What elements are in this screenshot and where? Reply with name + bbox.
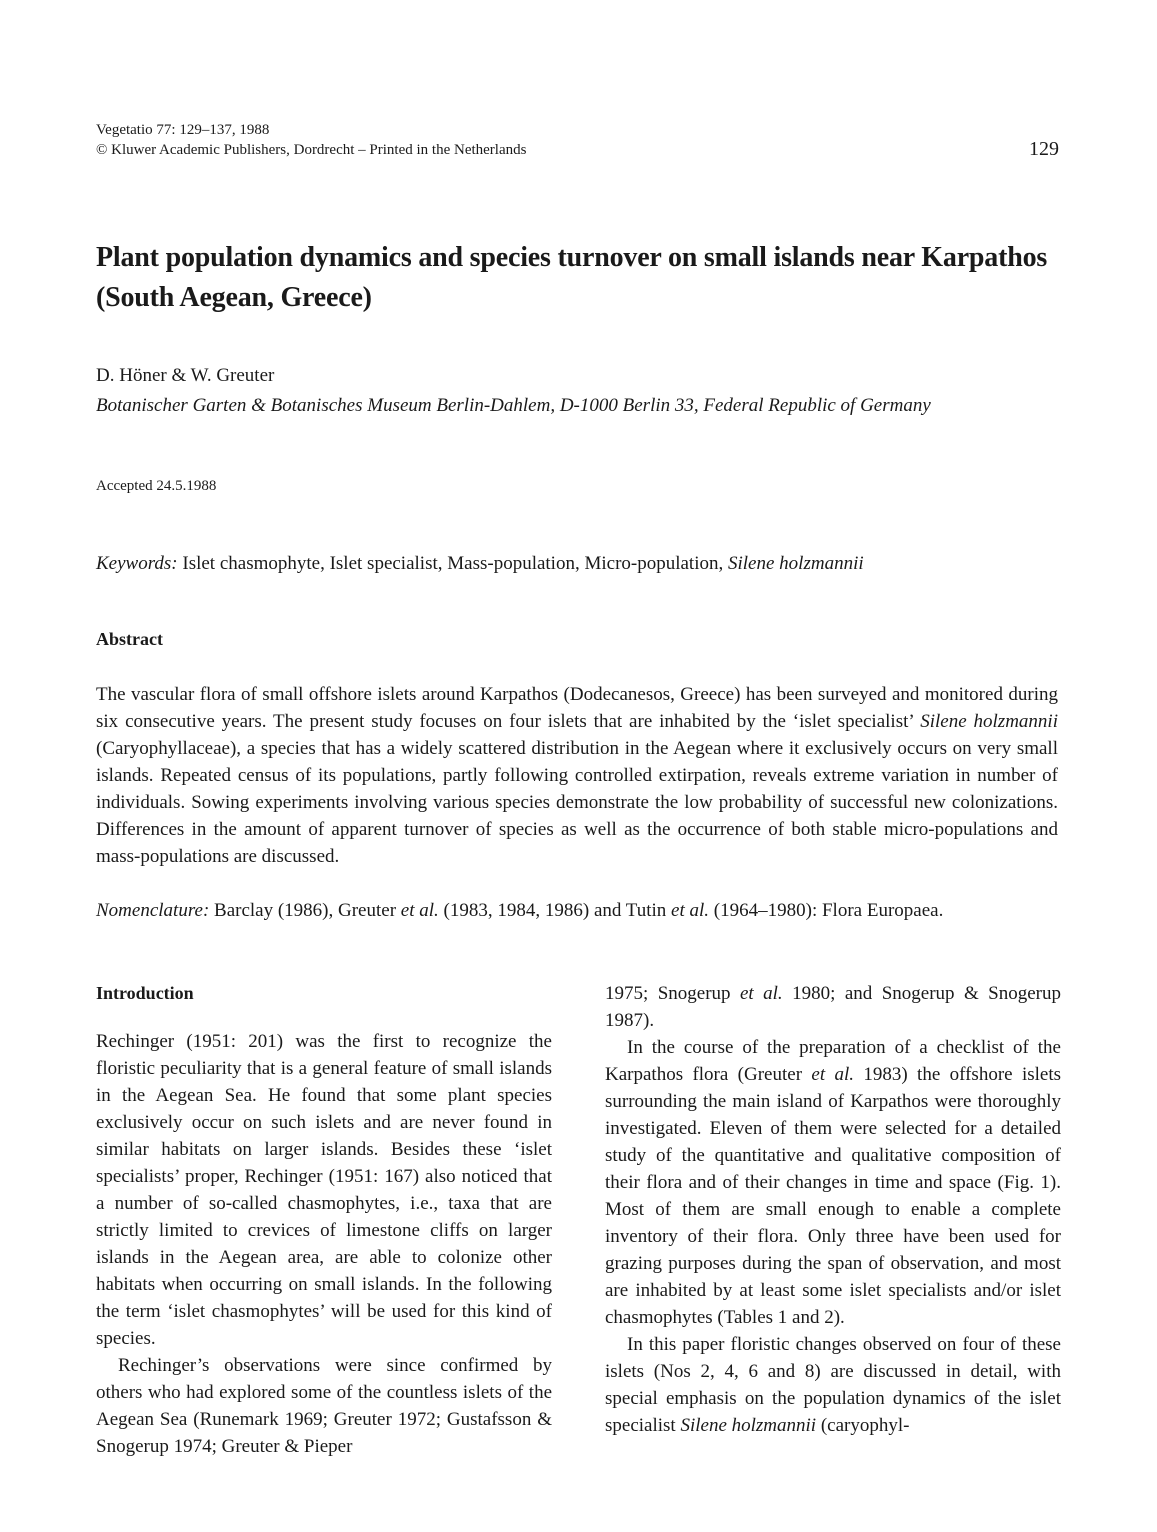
nomenclature bbox=[96, 900, 1066, 922]
paragraph-text: (caryophyl- bbox=[820, 1415, 910, 1436]
left-column bbox=[96, 980, 552, 1460]
keywords bbox=[96, 553, 864, 575]
introduction-heading: Introduction bbox=[96, 983, 194, 1003]
accepted-date: Accepted 24.5.1988 bbox=[96, 478, 217, 494]
paragraph-text: 1983) the offshore islets surrounding the main island of Karpathos were thoroughly investigated. Eleven of them were selected for a detailed study of the quantitative and qualitative composition of their flora and of their changes in time and space (Fig. 1). Most of them are small enough to enable a complete inventory of their flora. Only three have been used for grazing purposes during the span of observation, and most are inhabited by at least some islet specialists and/or islet chasmophytes (Tables 1 and 2). bbox=[605, 1064, 1061, 1328]
keywords-species: Silene holzmannii bbox=[728, 553, 864, 574]
paragraph-text: In the course of the preparation of a checklist of the Karpathos flora (Greuter bbox=[605, 1037, 1061, 1085]
intro-paragraph-4 bbox=[605, 1331, 1061, 1439]
paragraph-etal: et al. bbox=[739, 983, 783, 1004]
intro-paragraph-2: Rechinger’s observations were since confirmed by others who had explored some of the countless islets of the Aegean Sea (Runemark 1969; Greuter 1972; Gustafsson & Snogerup 1974; Greuter & Pieper bbox=[96, 1355, 552, 1457]
paper-title: Plant population dynamics and species turnover on small islands near Karpathos (South Aegean, Greece) bbox=[96, 242, 1048, 313]
journal-header bbox=[96, 120, 526, 160]
right-column bbox=[605, 980, 1061, 1439]
intro-paragraph-2-cont bbox=[605, 980, 1061, 1034]
authors: D. Höner & W. Greuter bbox=[96, 365, 275, 386]
paragraph-text: 1980; and Snogerup & Snogerup 1987). bbox=[605, 983, 1061, 1031]
citation-line: Vegetatio 77: 129–137, 1988 bbox=[96, 122, 270, 138]
intro-paragraph-3 bbox=[605, 1034, 1061, 1331]
nomenclature-etal: et al. bbox=[671, 900, 710, 921]
abstract-text-2: (Caryophyllaceae), a species that has a widely scattered distribution in the Aegean where it exclusively occurs on very small islands. Repeated census of its populations, partly following controlled extirpation, reveals extreme variation in number of individuals. Sowing experiments involving various species demonstrate the low probability of successful new colonizations. Differences in the amount of apparent turnover of species as well as the occurrence of both stable micro-populations and mass-populations are discussed. bbox=[96, 738, 1058, 867]
nomenclature-text: Barclay (1986), Greuter bbox=[214, 900, 397, 921]
nomenclature-text: (1964–1980): Flora Europaea. bbox=[713, 900, 944, 921]
nomenclature-etal: et al. bbox=[400, 900, 439, 921]
abstract-body bbox=[96, 681, 1058, 870]
paragraph-text: In this paper floristic changes observed on four of these islets (Nos 2, 4, 6 and 8) are discussed in detail, with special emphasis on the population dynamics of the islet specialist bbox=[605, 1334, 1061, 1436]
abstract-text-1: The vascular flora of small offshore islets around Karpathos (Dodecanesos, Greece) has been surveyed and monitored during six consecutive years. The present study focuses on four islets that are inhabited by the ‘islet specialist’ bbox=[96, 684, 1058, 732]
keywords-text: Islet chasmophyte, Islet specialist, Mass-population, Micro-population, bbox=[182, 553, 724, 574]
paragraph-text: 1975; Snogerup bbox=[605, 983, 731, 1004]
page-number: 129 bbox=[1029, 138, 1059, 160]
nomenclature-label: Nomenclature: bbox=[96, 900, 210, 921]
paragraph-species: Silene holzmannii bbox=[680, 1415, 817, 1436]
abstract-heading: Abstract bbox=[96, 629, 163, 649]
abstract-species: Silene holzmannii bbox=[920, 711, 1058, 732]
publisher-line: © Kluwer Academic Publishers, Dordrecht – Printed in the Netherlands bbox=[96, 142, 527, 158]
intro-paragraph-1: Rechinger (1951: 201) was the first to recognize the floristic peculiarity that is a general feature of small islands in the Aegean Sea. He found that some plant species exclusively occur on such islets and are never found in similar habitats on larger islands. Besides these ‘islet specialists’ proper, Rechinger (1951: 167) also noticed that a number of so-called chasmophytes, i.e., taxa that are strictly limited to crevices of limestone cliffs on larger islands in the Aegean area, are able to colonize other habitats when occurring on small islands. In the following the term ‘islet chasmophytes’ will be used for this kind of species. bbox=[96, 1031, 552, 1349]
affiliation: Botanischer Garten & Botanisches Museum Berlin-Dahlem, D-1000 Berlin 33, Federal Republic of Germany bbox=[96, 395, 931, 416]
paragraph-etal: et al. bbox=[811, 1064, 854, 1085]
nomenclature-text: (1983, 1984, 1986) and Tutin bbox=[443, 900, 667, 921]
keywords-label: Keywords: bbox=[96, 553, 178, 574]
